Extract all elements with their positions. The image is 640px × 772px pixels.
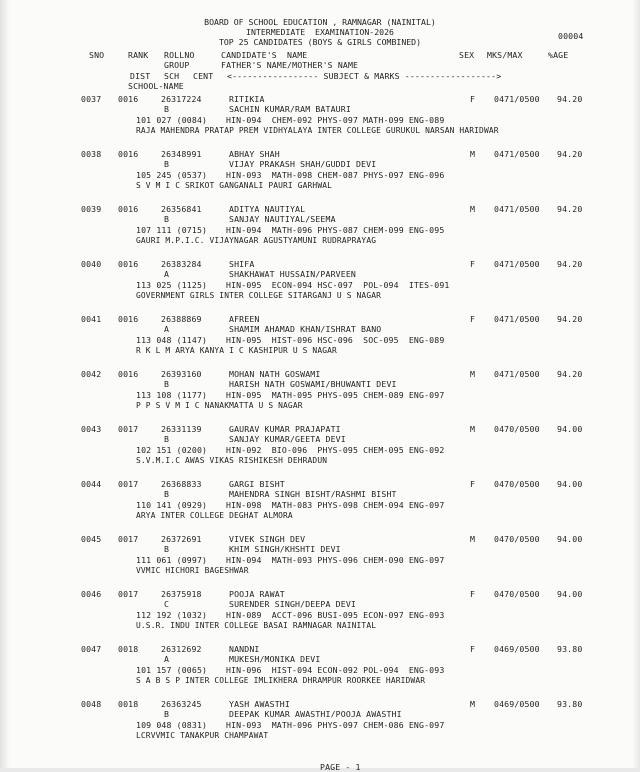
subject-marks: HIN-095 HIST-096 HSC-096 SOC-095 ENG-089 — [226, 335, 445, 345]
candidate-record — [0, 479, 640, 531]
marks-max: 0470/0500 — [494, 479, 540, 489]
parents-name: DEEPAK KUMAR AWASTHI/POOJA AWASTHI — [229, 709, 402, 719]
rank: 0016 — [118, 259, 139, 269]
col-candidate-name: CANDIDATE'S NAME — [221, 50, 308, 60]
school-name: GAURI M.P.I.C. VIJAYNAGAR AGUSTYAMUNI RUDRAPRAYAG — [136, 236, 377, 245]
school-name: RAJA MAHENDRA PRATAP PREM VIDHYALAYA INTER COLLEGE GURUKUL NARSAN HARIDWAR — [136, 126, 499, 135]
percentage: 94.20 — [557, 314, 583, 324]
page-number: PAGE - 1 — [320, 762, 361, 772]
page-code: 00004 — [558, 31, 584, 41]
candidate-name: MOHAN NATH GOSWAMI — [229, 369, 321, 379]
dist-sch-cent-codes: 102 151 (0200) — [136, 445, 208, 455]
marks-max: 0471/0500 — [494, 149, 540, 159]
rank: 0016 — [118, 149, 139, 159]
col-rank: RANK — [128, 50, 149, 60]
roll-number: 26388869 — [161, 314, 202, 324]
subject-marks: HIN-093 MATH-096 PHYS-097 CHEM-086 ENG-097 — [226, 720, 445, 730]
list-title: TOP 25 CANDIDATES (BOYS & GIRLS COMBINED) — [218, 37, 422, 47]
school-name: U.S.R. INDU INTER COLLEGE BASAI RAMNAGAR NAINITAL — [136, 621, 377, 630]
school-name: ARYA INTER COLLEGE DEGHAT ALMORA — [136, 511, 293, 520]
group: B — [164, 489, 170, 499]
sex: M — [470, 149, 476, 159]
dist-sch-cent-codes: 101 027 (0084) — [136, 115, 208, 125]
dist-sch-cent-codes: 105 245 (0537) — [136, 170, 208, 180]
roll-number: 26363245 — [161, 699, 202, 709]
school-name: P P S V M I C NANAKMATTA U S NAGAR — [136, 401, 303, 410]
percentage: 94.20 — [557, 259, 583, 269]
school-name: LCRVVMIC TANAKPUR CHAMPAWAT — [136, 731, 269, 740]
parents-name: SURENDER SINGH/DEEPA DEVI — [229, 599, 356, 609]
percentage: 94.20 — [557, 369, 583, 379]
parents-name: SANJAY NAUTIYAL/SEEMA — [229, 214, 336, 224]
rank: 0016 — [118, 314, 139, 324]
parents-name: MAHENDRA SINGH BISHT/RASHMI BISHT — [229, 489, 397, 499]
candidate-name: NANDNI — [229, 644, 260, 654]
roll-number: 26312692 — [161, 644, 202, 654]
roll-number: 26393160 — [161, 369, 202, 379]
parents-name: HARISH NATH GOSWAMI/BHUWANTI DEVI — [229, 379, 397, 389]
candidate-name: ADITYA NAUTIYAL — [229, 204, 306, 214]
subject-marks: HIN-098 MATH-083 PHYS-098 CHEM-094 ENG-097 — [226, 500, 445, 510]
sex: M — [470, 204, 476, 214]
sex: M — [470, 534, 476, 544]
percentage: 94.00 — [557, 479, 583, 489]
dist-sch-cent-codes: 109 048 (0831) — [136, 720, 208, 730]
percentage: 93.80 — [557, 699, 583, 709]
sex: F — [470, 259, 476, 269]
sno: 0045 — [81, 534, 102, 544]
marks-max: 0470/0500 — [494, 424, 540, 434]
marks-max: 0470/0500 — [494, 534, 540, 544]
marks-max: 0471/0500 — [494, 314, 540, 324]
candidate-record — [0, 204, 640, 256]
parents-name: MUKESH/MONIKA DEVI — [229, 654, 321, 664]
candidate-record — [0, 424, 640, 476]
subject-marks: HIN-089 ACCT-096 BUSI-095 ECON-097 ENG-093 — [226, 610, 445, 620]
parents-name: SACHIN KUMAR/RAM BATAURI — [229, 104, 351, 114]
candidate-name: POOJA RAWAT — [229, 589, 285, 599]
sno: 0041 — [81, 314, 102, 324]
candidate-name: RITIKIA — [229, 94, 265, 104]
subject-marks: HIN-095 MATH-095 PHYS-095 CHEM-089 ENG-097 — [226, 390, 445, 400]
school-name: S V M I C SRIKOT GANGANALI PAURI GARHWAL — [136, 181, 333, 190]
col-marks-max: MKS/MAX — [487, 50, 523, 60]
subject-marks: HIN-095 ECON-094 HSC-097 POL-094 ITES-091 — [226, 280, 450, 290]
group: A — [164, 269, 170, 279]
dist-sch-cent-codes: 110 141 (0929) — [136, 500, 208, 510]
rank: 0017 — [118, 589, 139, 599]
group: B — [164, 214, 170, 224]
roll-number: 26383284 — [161, 259, 202, 269]
rank: 0017 — [118, 424, 139, 434]
parents-name: VIJAY PRAKASH SHAH/GUDDI DEVI — [229, 159, 377, 169]
marks-max: 0471/0500 — [494, 369, 540, 379]
sno: 0037 — [81, 94, 102, 104]
col-sch: SCH — [164, 71, 180, 81]
sno: 0038 — [81, 149, 102, 159]
school-name: S A B S P INTER COLLEGE IMLIKHERA DHRAMPUR ROORKEE HARIDWAR — [136, 676, 426, 685]
candidate-record — [0, 644, 640, 696]
candidate-name: VIVEK SINGH DEV — [229, 534, 306, 544]
col-dist: DIST — [130, 71, 151, 81]
dist-sch-cent-codes: 113 025 (1125) — [136, 280, 208, 290]
candidate-record — [0, 534, 640, 586]
group: B — [164, 709, 170, 719]
candidate-record — [0, 699, 640, 751]
percentage: 94.00 — [557, 534, 583, 544]
group: A — [164, 654, 170, 664]
candidate-record — [0, 314, 640, 366]
sno: 0047 — [81, 644, 102, 654]
col-school-name: SCHOOL-NAME — [128, 81, 184, 91]
subject-marks: HIN-092 BIO-096 PHYS-095 CHEM-095 ENG-092 — [226, 445, 445, 455]
school-name: GOVERNMENT GIRLS INTER COLLEGE SITARGANJ U S NAGAR — [136, 291, 382, 300]
marks-max: 0469/0500 — [494, 699, 540, 709]
school-name: R K L M ARYA KANYA I C KASHIPUR U S NAGAR — [136, 346, 337, 355]
rank: 0017 — [118, 479, 139, 489]
percentage: 94.20 — [557, 94, 583, 104]
col-sex: SEX — [459, 50, 475, 60]
rank: 0016 — [118, 94, 139, 104]
rank: 0018 — [118, 644, 139, 654]
subject-marks: HIN-094 MATH-096 PHYS-087 CHEM-099 ENG-095 — [226, 225, 445, 235]
dist-sch-cent-codes: 111 061 (0997) — [136, 555, 208, 565]
col-rollno: ROLLNO — [164, 50, 195, 60]
subject-marks: HIN-096 HIST-094 ECON-092 POL-094 ENG-093 — [226, 665, 445, 675]
roll-number: 26356841 — [161, 204, 202, 214]
board-title: BOARD OF SCHOOL EDUCATION , RAMNAGAR (NAINITAL) — [204, 17, 436, 27]
subject-marks: HIN-094 MATH-093 PHYS-096 CHEM-090 ENG-097 — [226, 555, 445, 565]
marks-max: 0469/0500 — [494, 644, 540, 654]
col-cent: CENT — [193, 71, 214, 81]
subject-marks: HIN-094 CHEM-092 PHYS-097 MATH-099 ENG-089 — [226, 115, 445, 125]
roll-number: 26348991 — [161, 149, 202, 159]
candidate-name: AFREEN — [229, 314, 260, 324]
candidate-name: YASH AWASTHI — [229, 699, 290, 709]
candidate-record — [0, 259, 640, 311]
col-sno: SNO — [89, 50, 105, 60]
sno: 0043 — [81, 424, 102, 434]
sex: F — [470, 644, 476, 654]
roll-number: 26375918 — [161, 589, 202, 599]
sex: F — [470, 589, 476, 599]
dist-sch-cent-codes: 107 111 (0715) — [136, 225, 208, 235]
percentage: 94.20 — [557, 149, 583, 159]
sex: M — [470, 369, 476, 379]
percentage: 94.20 — [557, 204, 583, 214]
candidate-record — [0, 149, 640, 201]
col-subject-marks: <----------------- SUBJECT & MARKS ------------------> — [227, 71, 502, 81]
subject-marks: HIN-093 MATH-098 CHEM-087 PHYS-097 ENG-096 — [226, 170, 445, 180]
marks-max: 0471/0500 — [494, 259, 540, 269]
candidate-record — [0, 589, 640, 641]
group: B — [164, 104, 170, 114]
candidate-name: ABHAY SHAH — [229, 149, 280, 159]
rank: 0016 — [118, 204, 139, 214]
parents-name: SHAMIM AHAMAD KHAN/ISHRAT BANO — [229, 324, 382, 334]
roll-number: 26317224 — [161, 94, 202, 104]
candidate-name: SHIFA — [229, 259, 255, 269]
sno: 0039 — [81, 204, 102, 214]
parents-name: KHIM SINGH/KHSHTI DEVI — [229, 544, 341, 554]
candidate-name: GAURAV KUMAR PRAJAPATI — [229, 424, 341, 434]
parents-name: SHAKHAWAT HUSSAIN/PARVEEN — [229, 269, 356, 279]
rank: 0017 — [118, 534, 139, 544]
sex: F — [470, 314, 476, 324]
dist-sch-cent-codes: 101 157 (0065) — [136, 665, 208, 675]
group: B — [164, 544, 170, 554]
roll-number: 26331139 — [161, 424, 202, 434]
sno: 0040 — [81, 259, 102, 269]
dist-sch-cent-codes: 112 192 (1032) — [136, 610, 208, 620]
sex: F — [470, 479, 476, 489]
percentage: 93.80 — [557, 644, 583, 654]
group: B — [164, 379, 170, 389]
percentage: 94.00 — [557, 589, 583, 599]
roll-number: 26372691 — [161, 534, 202, 544]
group: B — [164, 159, 170, 169]
sno: 0042 — [81, 369, 102, 379]
roll-number: 26368833 — [161, 479, 202, 489]
sno: 0044 — [81, 479, 102, 489]
exam-title: INTERMEDIATE EXAMINATION-2026 — [246, 27, 394, 37]
school-name: S.V.M.I.C AWAS VIKAS RISHIKESH DEHRADUN — [136, 456, 328, 465]
sno: 0046 — [81, 589, 102, 599]
sex: M — [470, 424, 476, 434]
candidate-record — [0, 94, 640, 146]
school-name: VVMIC HICHORI BAGESHWAR — [136, 566, 249, 575]
sno: 0048 — [81, 699, 102, 709]
col-parents-name: FATHER'S NAME/MOTHER'S NAME — [221, 60, 359, 70]
sex: F — [470, 94, 476, 104]
marks-max: 0471/0500 — [494, 204, 540, 214]
rank: 0016 — [118, 369, 139, 379]
group: C — [164, 599, 170, 609]
marks-max: 0471/0500 — [494, 94, 540, 104]
group: A — [164, 324, 170, 334]
marks-max: 0470/0500 — [494, 589, 540, 599]
col-percent: %AGE — [548, 50, 569, 60]
percentage: 94.00 — [557, 424, 583, 434]
candidate-record — [0, 369, 640, 421]
rank: 0018 — [118, 699, 139, 709]
group: B — [164, 434, 170, 444]
parents-name: SANJAY KUMAR/GEETA DEVI — [229, 434, 346, 444]
candidate-name: GARGI BISHT — [229, 479, 285, 489]
sex: M — [470, 699, 476, 709]
dist-sch-cent-codes: 113 048 (1147) — [136, 335, 208, 345]
col-group: GROUP — [164, 60, 190, 70]
dist-sch-cent-codes: 113 108 (1177) — [136, 390, 208, 400]
